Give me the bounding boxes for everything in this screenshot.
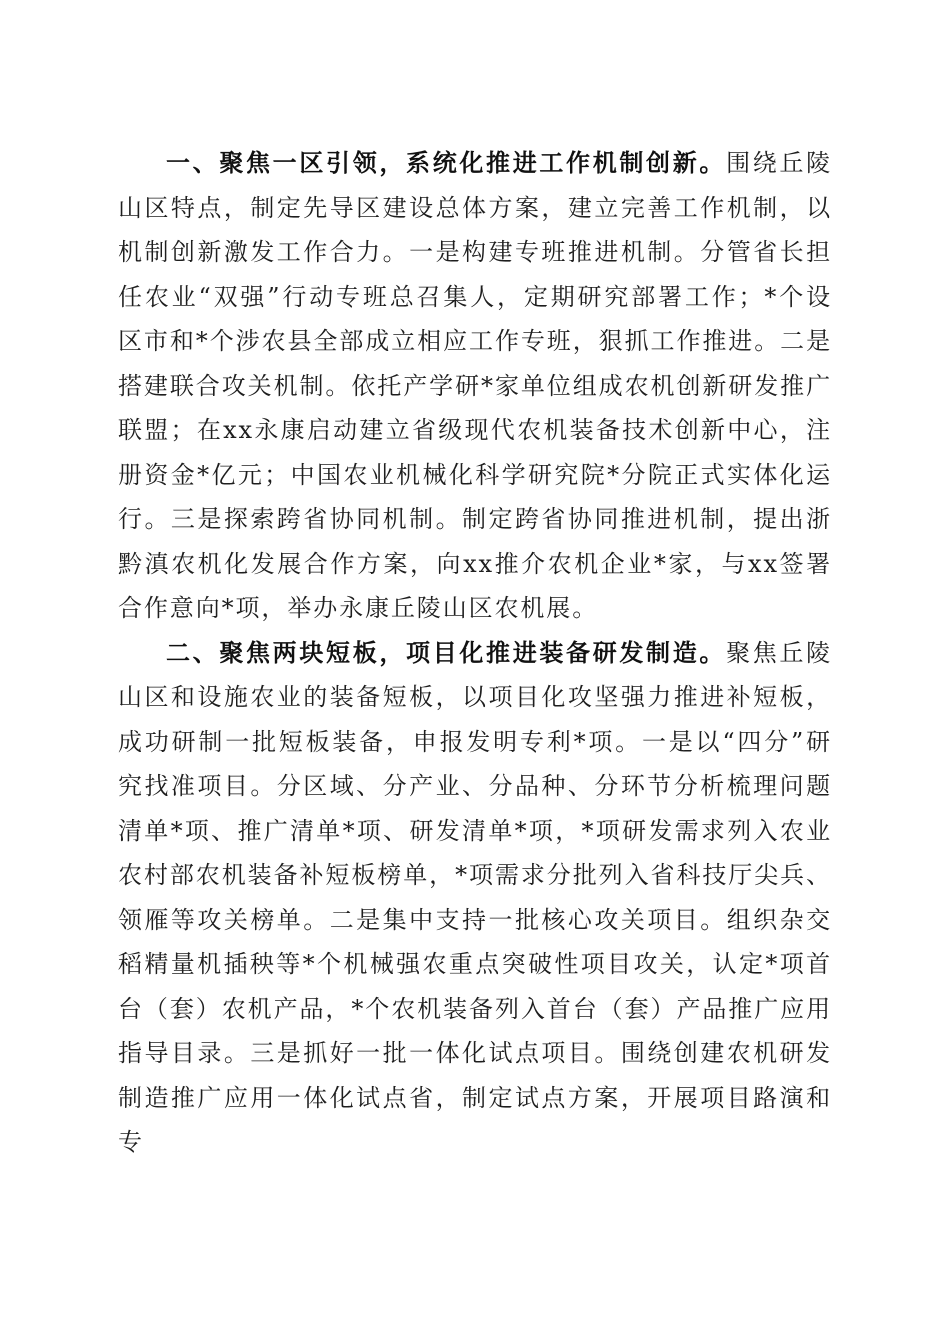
paragraph-heading: 一、聚焦一区引领，系统化推进工作机制创新。 [166,149,727,177]
paragraph-equipment-rd [118,631,832,1165]
paragraph-heading: 二、聚焦两块短板，项目化推进装备研发制造。 [166,638,727,667]
paragraph-text: 聚焦丘陵山区和设施农业的装备短板，以项目化攻坚强力推进补短板，成功研制一批短板装备，申报发明专利*项。一是以“四分”研究找准项目。分区域、分产业、分品种、分环节分析梳理问题清单*项、推广清单*项、研发清单*项，*项研发需求列入农业农村部农机装备补短板榜单，*项需求分批列入省科技厅尖兵、领雁等攻关榜单。二是集中支持一批核心攻关项目。组织杂交稻精量机插秧等*个机械强农重点突破性项目攻关，认定*项首台（套）农机产品，*个农机装备列入首台（套）产品推广应用指导目录。三是抓好一批一体化试点项目。围绕创建农机研发制造推广应用一体化试点省，制定试点方案，开展项目路演和专 [118,638,832,1156]
paragraph-text: 围绕丘陵山区特点，制定先导区建设总体方案，建立完善工作机制，以机制创新激发工作合力。一是构建专班推进机制。分管省长担任农业“双强”行动专班总召集人，定期研究部署工作；*个设区市和*个涉农县全部成立相应工作专班，狠抓工作推进。二是搭建联合攻关机制。依托产学研*家单位组成农机创新研发推广联盟；在xx永康启动建立省级现代农机装备技术创新中心，注册资金*亿元；中国农业机械化科学研究院*分院正式实体化运行。三是探索跨省协同机制。制定跨省协同推进机制，提出浙黔滇农机化发展合作方案，向xx推介农机企业*家，与xx签署合作意向*项，举办永康丘陵山区农机展。 [118,149,832,622]
paragraph-mechanism-innovation [118,141,832,631]
document-body [118,141,832,1165]
